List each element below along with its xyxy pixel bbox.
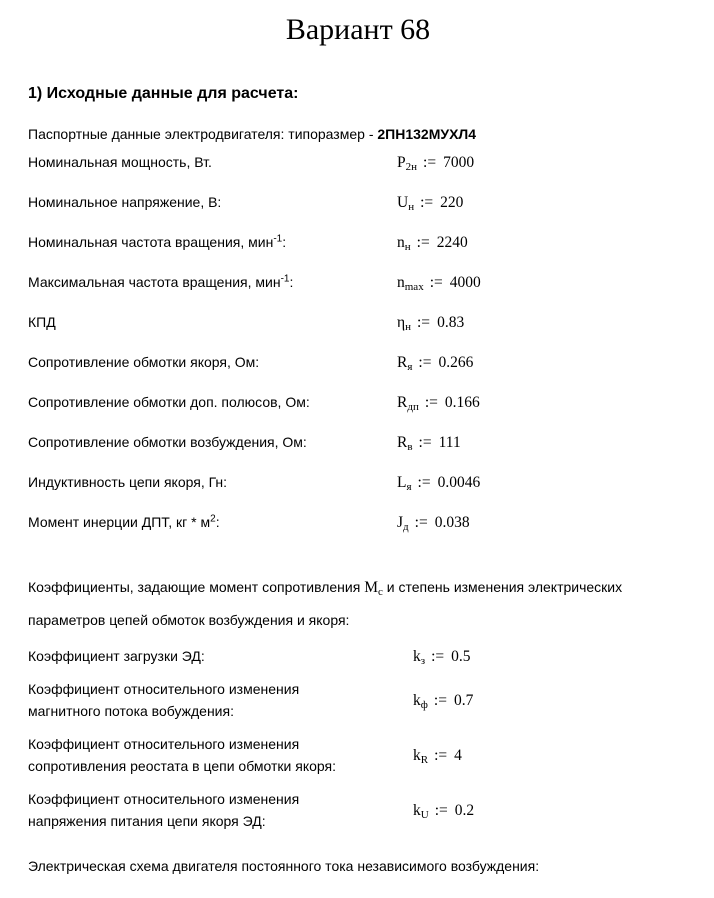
coefficient-label bbox=[28, 645, 413, 667]
formula bbox=[397, 311, 464, 332]
formula-variable: R bbox=[397, 394, 408, 411]
formula-variable: n bbox=[397, 274, 405, 291]
assign-operator: := bbox=[431, 647, 445, 665]
formula-variable: n bbox=[397, 234, 405, 251]
formula-subscript: н bbox=[405, 321, 411, 333]
assign-operator: := bbox=[429, 274, 443, 291]
formula bbox=[413, 647, 471, 666]
parameter-row-poles-resistance bbox=[28, 391, 688, 431]
formula bbox=[397, 351, 473, 372]
assign-operator: := bbox=[418, 434, 432, 451]
label-tail: : bbox=[282, 234, 287, 250]
formula bbox=[413, 691, 473, 710]
parameter-row-power bbox=[28, 151, 688, 191]
label-superscript: -1 bbox=[273, 233, 283, 245]
formula bbox=[413, 801, 474, 820]
formula bbox=[397, 391, 480, 412]
formula-subscript: дп bbox=[407, 401, 419, 413]
formula bbox=[397, 151, 474, 172]
coefficients-list bbox=[28, 645, 688, 832]
assign-operator: := bbox=[416, 234, 430, 251]
label-line1: Коэффициент относительного изменения bbox=[28, 736, 300, 752]
label-line1: Коэффициент загрузки ЭД: bbox=[28, 648, 205, 664]
formula-subscript: н bbox=[404, 241, 411, 253]
parameter-label bbox=[28, 431, 397, 451]
assign-operator: := bbox=[434, 801, 448, 819]
assign-operator: := bbox=[414, 514, 428, 531]
parameter-label bbox=[28, 351, 397, 371]
coefficient-label bbox=[28, 678, 413, 722]
label-text: Максимальная частота вращения, мин bbox=[28, 274, 281, 290]
label-text: Номинальная мощность, Вт. bbox=[28, 154, 212, 170]
formula-subscript: д bbox=[403, 521, 409, 533]
intro-text-line2: параметров цепей обмоток возбуждения и якоря: bbox=[28, 612, 350, 628]
formula-subscript: 2н bbox=[405, 161, 418, 173]
passport-line bbox=[28, 126, 688, 143]
parameter-row-inductance bbox=[28, 471, 688, 511]
motor-model: 2ПН132МУХЛ4 bbox=[377, 126, 477, 142]
label-text: Индуктивность цепи якоря, Гн: bbox=[28, 474, 228, 490]
intro-text-before: Коэффициенты, задающие момент сопротивления bbox=[28, 579, 365, 595]
parameter-row-inertia bbox=[28, 511, 688, 551]
formula-value: 0.0046 bbox=[437, 474, 481, 491]
formula-subscript: с bbox=[378, 586, 383, 598]
formula-subscript: з bbox=[420, 654, 426, 667]
formula-value: 111 bbox=[438, 434, 461, 451]
formula bbox=[413, 746, 462, 765]
formula bbox=[397, 231, 468, 252]
formula-value: 2240 bbox=[436, 234, 468, 251]
parameter-label bbox=[28, 191, 397, 211]
label-text: Номинальное напряжение, В: bbox=[28, 194, 222, 210]
formula-variable: k bbox=[413, 746, 421, 764]
formula-value: 0.038 bbox=[434, 514, 470, 531]
assign-operator: := bbox=[417, 314, 431, 331]
assign-operator: := bbox=[434, 746, 448, 764]
formula bbox=[397, 431, 461, 452]
formula-variable: k bbox=[413, 691, 421, 709]
coefficients-intro bbox=[28, 571, 688, 637]
parameter-label bbox=[28, 511, 397, 531]
parameter-label bbox=[28, 391, 397, 411]
formula-subscript: ф bbox=[420, 698, 428, 711]
formula-variable: U bbox=[397, 194, 409, 211]
formula bbox=[397, 191, 463, 212]
formula-subscript: н bbox=[408, 201, 415, 213]
formula-value: 7000 bbox=[443, 154, 475, 171]
formula-value: 0.2 bbox=[454, 801, 475, 819]
label-line2: сопротивления реостата в цепи обмотки якоря: bbox=[28, 758, 336, 774]
label-text: Сопротивление обмотки возбуждения, Ом: bbox=[28, 434, 307, 450]
scheme-caption: Электрическая схема двигателя постоянного тока независимого возбуждения: bbox=[28, 858, 540, 874]
intro-text-after: и степень изменения электрических bbox=[382, 579, 623, 595]
coefficient-label bbox=[28, 733, 413, 777]
label-line2: магнитного потока вобуждения: bbox=[28, 703, 234, 719]
formula-variable: J bbox=[397, 514, 404, 531]
label-line1: Коэффициент относительного изменения bbox=[28, 681, 300, 697]
formula-value: 0.266 bbox=[438, 354, 474, 371]
assign-operator: := bbox=[424, 394, 438, 411]
label-line2: напряжения питания цепи якоря ЭД: bbox=[28, 813, 266, 829]
label-tail: : bbox=[289, 274, 294, 290]
section-heading: 1) Исходные данные для расчета: bbox=[28, 85, 299, 102]
parameter-label bbox=[28, 311, 397, 331]
formula-subscript: я bbox=[407, 361, 413, 373]
parameter-label bbox=[28, 151, 397, 171]
parameter-row-efficiency bbox=[28, 311, 688, 351]
parameter-label bbox=[28, 231, 397, 251]
formula-variable: k bbox=[413, 801, 421, 819]
assign-operator: := bbox=[420, 194, 434, 211]
formula-value: 0.5 bbox=[451, 647, 471, 665]
parameter-row-max-speed bbox=[28, 271, 688, 311]
formula-value: 0.83 bbox=[437, 314, 465, 331]
formula-value: 0.166 bbox=[444, 394, 480, 411]
label-text: Момент инерции ДПТ, кг * м bbox=[28, 514, 211, 530]
parameter-label bbox=[28, 471, 397, 491]
formula-variable: M bbox=[364, 579, 378, 596]
formula bbox=[397, 271, 481, 292]
label-line1: Коэффициент относительного изменения bbox=[28, 791, 300, 807]
formula-subscript: я bbox=[406, 481, 412, 493]
label-text: КПД bbox=[28, 314, 56, 330]
coefficient-row-supply-voltage bbox=[28, 788, 688, 832]
label-superscript: -1 bbox=[280, 273, 290, 285]
formula-variable: R bbox=[397, 434, 408, 451]
formula-variable: R bbox=[397, 354, 408, 371]
moment-variable bbox=[364, 579, 383, 596]
assign-operator: := bbox=[423, 154, 437, 171]
label-text: Номинальная частота вращения, мин bbox=[28, 234, 274, 250]
formula-value: 4 bbox=[454, 746, 462, 764]
formula bbox=[397, 511, 470, 532]
coefficient-row-flux bbox=[28, 678, 688, 722]
coefficient-label bbox=[28, 788, 413, 832]
assign-operator: := bbox=[433, 691, 447, 709]
formula bbox=[397, 471, 480, 492]
formula-variable: k bbox=[413, 647, 421, 665]
coefficient-row-load bbox=[28, 645, 688, 667]
document-page bbox=[0, 12, 714, 875]
formula-subscript: max bbox=[404, 281, 424, 293]
formula-subscript: R bbox=[420, 753, 429, 766]
formula-variable: P bbox=[397, 154, 406, 171]
formula-value: 0.7 bbox=[453, 691, 474, 709]
assign-operator: := bbox=[418, 354, 432, 371]
label-text: Сопротивление обмотки якоря, Ом: bbox=[28, 354, 260, 370]
parameter-label bbox=[28, 271, 397, 291]
formula-subscript: в bbox=[407, 441, 413, 453]
coefficient-row-rheostat bbox=[28, 733, 688, 777]
parameter-row-excitation-resistance bbox=[28, 431, 688, 471]
formula-value: 4000 bbox=[449, 274, 481, 291]
page-title: Вариант 68 bbox=[285, 13, 431, 46]
label-tail: : bbox=[215, 514, 220, 530]
label-superscript: 2 bbox=[210, 513, 216, 525]
formula-variable: L bbox=[397, 474, 407, 491]
passport-prefix: Паспортные данные электродвигателя: типоразмер - bbox=[28, 126, 378, 142]
formula-subscript: U bbox=[420, 808, 429, 821]
parameters-list bbox=[28, 151, 688, 551]
parameter-row-rated-speed bbox=[28, 231, 688, 271]
parameter-row-voltage bbox=[28, 191, 688, 231]
assign-operator: := bbox=[417, 474, 431, 491]
formula-value: 220 bbox=[440, 194, 464, 211]
label-text: Сопротивление обмотки доп. полюсов, Ом: bbox=[28, 394, 310, 410]
formula-variable: η bbox=[397, 314, 406, 331]
parameter-row-armature-resistance bbox=[28, 351, 688, 391]
